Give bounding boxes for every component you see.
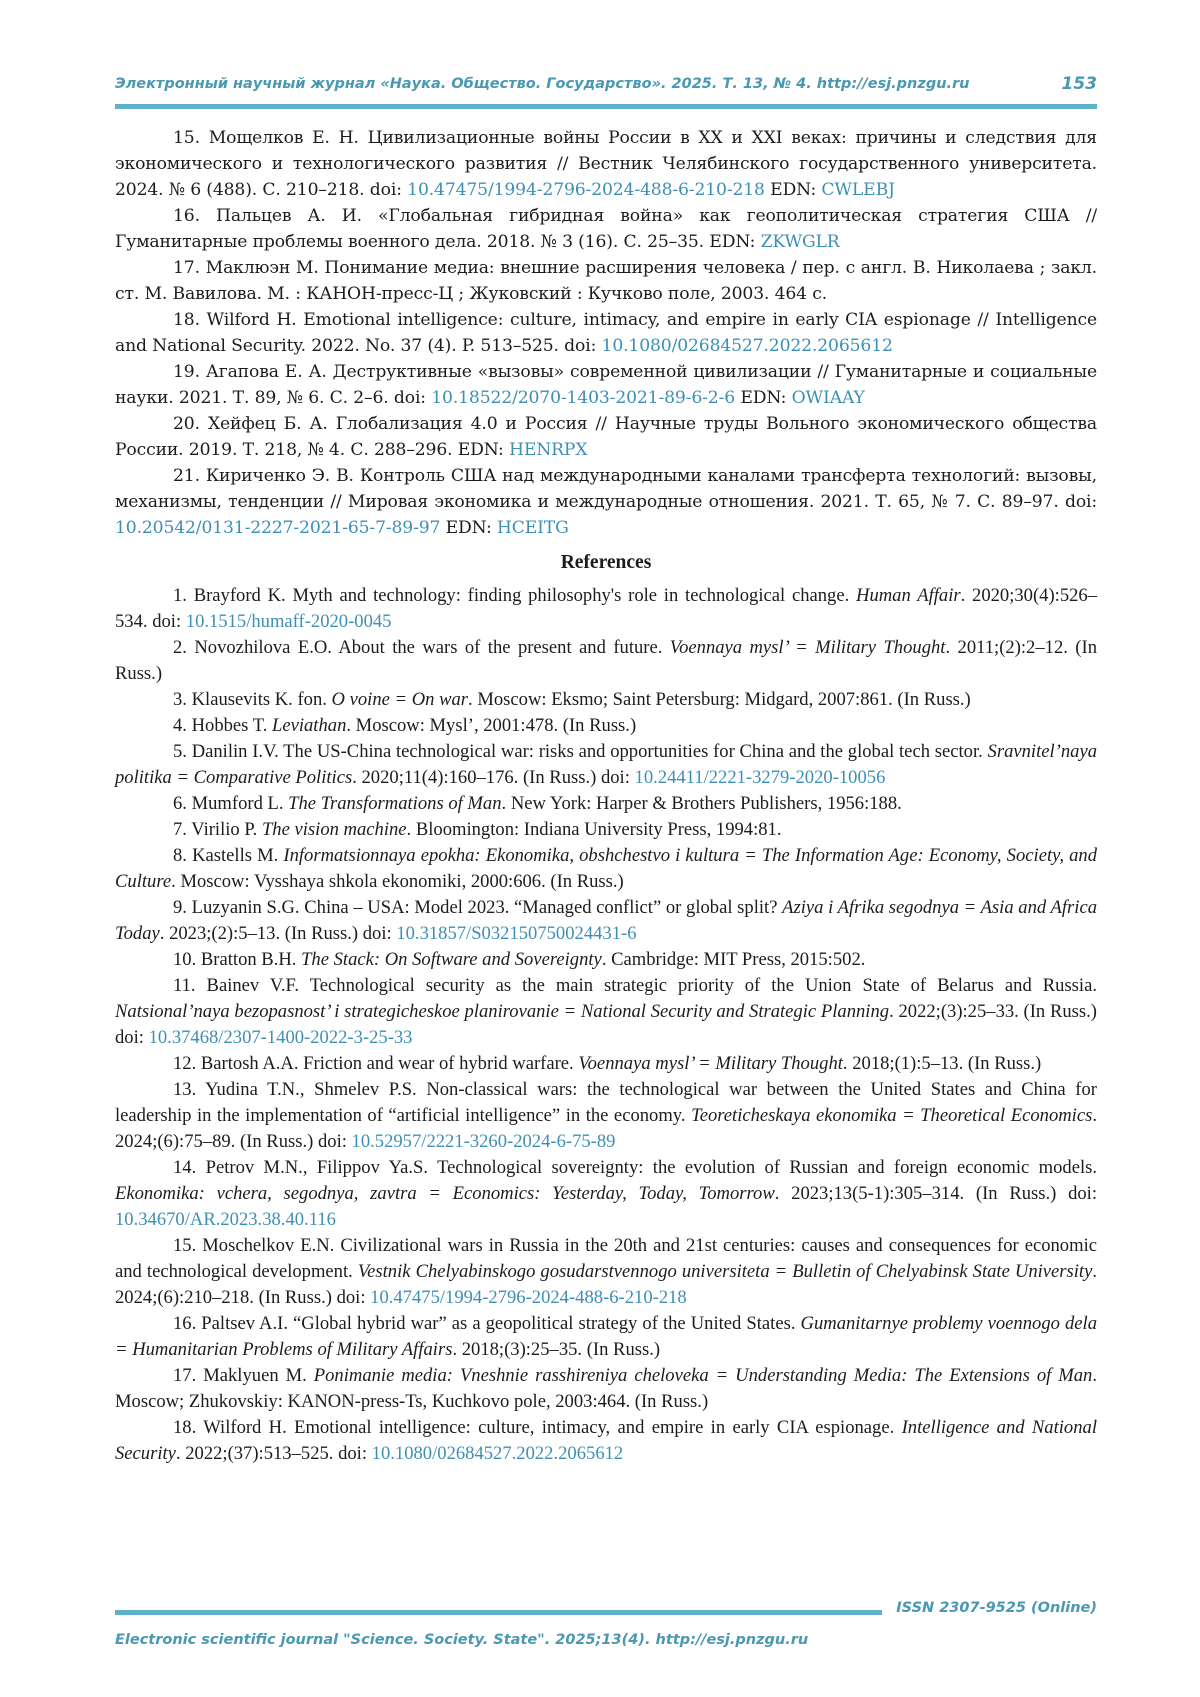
header-rule [115,104,1097,109]
edn-label: EDN: [735,388,792,408]
footer-journal-line: Electronic scientific journal "Science. Society. State". 2025;13(4). http://esj.pnzgu.ru [115,1632,809,1648]
source-title: Human Affair [856,585,961,606]
ru-reference-item [115,255,1097,307]
en-reference-item [115,973,1097,1051]
source-title: Sravnitel’naya politika = Comparative Politics [115,741,1097,788]
doi-link[interactable]: 10.47475/1994-2796-2024-488-6-210-218 [407,180,765,200]
edn-link[interactable]: CWLEBJ [821,180,895,200]
reference-text: 18. Wilford H. Emotional intelligence: culture, intimacy, and empire in early CIA espionage. [173,1417,902,1438]
reference-text: . Bloomington: Indiana University Press, 1994:81. [406,819,782,840]
reference-text: . 2020;30(4):526–534. doi: [115,585,1098,632]
en-reference-item [115,635,1097,687]
source-title: Natsional’naya bezopasnost’ i strategicheskoe planirovanie = National Security and Strategic Planning [115,1001,890,1022]
reference-text: . 2022;(37):513–525. doi: [175,1443,372,1464]
source-title: Aziya i Afrika segodnya = Asia and Africa Today [115,897,1097,944]
reference-text: 6. Mumford L. [173,793,289,814]
doi-link[interactable]: 10.31857/S032150750024431-6 [396,923,637,944]
edn-link[interactable]: OWIAAY [791,388,865,408]
en-reference-item [115,713,1097,739]
en-reference-item [115,1051,1097,1077]
reference-text: . Moscow: Mysl’, 2001:478. (In Russ.) [346,715,637,736]
reference-text: 5. Danilin I.V. The US-China technological war: risks and opportunities for China and the global tech sector. [173,741,988,762]
en-reference-item [115,895,1097,947]
reference-text: 19. Агапова Е. А. Деструктивные «вызовы» современной цивилизации // Гуманитарные и социальные науки. 2021. Т. 89, № 6. С. 2–6. doi: [115,362,1097,408]
source-title: Leviathan [272,715,347,736]
en-reference-item [115,1415,1097,1467]
reference-text: 7. Virilio P. [173,819,262,840]
ru-reference-item [115,307,1097,359]
reference-text: 9. Luzyanin S.G. China – USA: Model 2023. “Managed conflict” or global split? [173,897,783,918]
source-title: Voennaya mysl’ = Military Thought [578,1053,843,1074]
en-reference-item [115,817,1097,843]
reference-text: . 2024;(6):75–89. (In Russ.) doi: [115,1105,1097,1152]
reference-text: . 2020;11(4):160–176. (In Russ.) doi: [352,767,635,788]
source-title: Teoreticheskaya ekonomika = Theoretical Economics [691,1105,1093,1126]
en-reference-item [115,843,1097,895]
doi-link[interactable]: 10.52957/2221-3260-2024-6-75-89 [351,1131,616,1152]
edn-link[interactable]: ZKWGLR [760,232,840,252]
reference-text: 10. Bratton B.H. [173,949,302,970]
source-title: Intelligence and National Security [115,1417,1097,1464]
russian-reference-list [115,125,1097,541]
reference-text: . 2022;(3):25–33. (In Russ.) doi: [115,1001,1097,1048]
reference-text: 17. Маклюэн М. Понимание медиа: внешние расширения человека / пер. с англ. В. Николаева ; закл. ст. М. Вавилова. М. : КАНОН-пресс-Ц ; Жуковский : Кучково поле, 2003. 464 с. [115,258,1097,304]
en-reference-item [115,687,1097,713]
ru-reference-item [115,203,1097,255]
reference-text: 17. Maklyuen M. [173,1365,314,1386]
reference-text: 15. Мощелков Е. Н. Цивилизационные войны России в XX и XXI веках: причины и следствия для экономического и технологического развития // Вестник Челябинского государственного университета. 2024. № 6 (488). С. 210–218. doi: [115,128,1097,200]
reference-text: . New York: Harper & Brothers Publishers, 1956:188. [501,793,902,814]
reference-text: 16. Paltsev A.I. “Global hybrid war” as a geopolitical strategy of the United States. [173,1313,801,1334]
source-title: Vestnik Chelyabinskogo gosudarstvennogo universiteta = Bulletin of Chelyabinsk State University [357,1261,1093,1282]
english-reference-list [115,583,1097,1467]
en-reference-item [115,739,1097,791]
en-reference-item [115,1311,1097,1363]
reference-text: 16. Пальцев А. И. «Глобальная гибридная война» как геополитическая стратегия США // Гуманитарные проблемы военного дела. 2018. № 3 (16). С. 25–35. EDN: [115,206,1097,252]
doi-link[interactable]: 10.34670/AR.2023.38.40.116 [115,1209,336,1230]
source-title: Ekonomika: vchera, segodnya, zavtra = Economics: Yesterday, Today, Tomorrow [115,1183,775,1204]
reference-text: . 2023;13(5-1):305–314. (In Russ.) doi: [774,1183,1097,1204]
doi-link[interactable]: 10.18522/2070-1403-2021-89-6-2-6 [431,388,736,408]
en-reference-item [115,1155,1097,1233]
ru-reference-item [115,359,1097,411]
references-content [115,125,1097,1467]
ru-reference-item [115,463,1097,541]
reference-text: . Moscow: Vysshaya shkola ekonomiki, 2000:606. (In Russ.) [171,871,624,892]
reference-text: . 2024;(6):210–218. (In Russ.) doi: [115,1261,1098,1308]
reference-text: . 2023;(2):5–13. (In Russ.) doi: [159,923,397,944]
en-reference-item [115,1077,1097,1155]
source-title: Gumanitarnye problemy voennogo dela = Humanitarian Problems of Military Affairs [115,1313,1097,1360]
doi-link[interactable]: 10.37468/2307-1400-2022-3-25-33 [148,1027,413,1048]
edn-label: EDN: [440,518,497,538]
en-reference-item [115,1233,1097,1311]
en-reference-item [115,947,1097,973]
doi-link[interactable]: 10.1080/02684527.2022.2065612 [371,1443,624,1464]
source-title: Voennaya mysl’ = Military Thought [669,637,946,658]
reference-text: 3. Klausevits K. fon. [173,689,332,710]
reference-text: 8. Kastells M. [173,845,284,866]
source-title: The vision machine [261,819,407,840]
edn-link[interactable]: HENRPX [509,440,588,460]
reference-text: 2. Novozhilova E.O. About the wars of the present and future. [173,637,670,658]
reference-text: 18. Wilford H. Emotional intelligence: culture, intimacy, and empire in early CIA espionage // Intelligence and National Security. 2022. No. 37 (4). P. 513–525. doi: [115,310,1097,356]
doi-link[interactable]: 10.1080/02684527.2022.2065612 [601,336,893,356]
reference-text: 14. Petrov M.N., Filippov Ya.S. Technological sovereignty: the evolution of Russian and foreign economic models. [173,1157,1097,1178]
header-journal-line: Электронный научный журнал «Наука. Общество. Государство». 2025. Т. 13, № 4. http://esj.pnzgu.ru [115,76,970,92]
reference-text: . Cambridge: MIT Press, 2015:502. [601,949,866,970]
reference-text: 15. Moschelkov E.N. Civilizational wars in Russia in the 20th and 21st centuries: causes and consequences for economic and technological development. [115,1235,1097,1282]
ru-reference-item [115,411,1097,463]
references-heading: References [560,552,652,573]
page-number: 153 [1061,74,1097,94]
footer-rule [115,1610,882,1615]
ru-reference-item [115,125,1097,203]
en-reference-item [115,1363,1097,1415]
edn-link[interactable]: HCEITG [496,518,569,538]
edn-label: EDN: [764,180,822,200]
doi-link[interactable]: 10.24411/2221-3279-2020-10056 [634,767,886,788]
doi-link[interactable]: 10.20542/0131-2227-2021-65-7-89-97 [115,518,441,538]
reference-text: 4. Hobbes T. [173,715,272,736]
reference-text: 11. Bainev V.F. Technological security as the main strategic priority of the Union State of Belarus and Russia. [173,975,1097,996]
source-title: The Stack: On Software and Sovereignty [301,949,602,970]
reference-text: . 2011;(2):2–12. (In Russ.) [115,637,1097,684]
source-title: Informatsionnaya epokha: Ekonomika, obshchestvo i kultura = The Information Age: Economy, Society, and Culture [115,845,1097,892]
doi-link[interactable]: 10.47475/1994-2796-2024-488-6-210-218 [370,1287,687,1308]
en-reference-item [115,583,1097,635]
source-title: O voine = On war [331,689,469,710]
source-title: The Transformations of Man [288,793,502,814]
reference-text: . 2018;(3):25–35. (In Russ.) [452,1339,661,1360]
reference-text: . Moscow; Zhukovskiy: KANON-press-Ts, Kuchkovo pole, 2003:464. (In Russ.) [115,1365,1098,1412]
reference-text: . 2018;(1):5–13. (In Russ.) [842,1053,1042,1074]
reference-text: 12. Bartosh A.A. Friction and wear of hybrid warfare. [173,1053,579,1074]
reference-text: . Moscow: Eksmo; Saint Petersburg: Midgard, 2007:861. (In Russ.) [468,689,971,710]
issn-label: ISSN 2307-9525 (Online) [896,1600,1097,1616]
source-title: Ponimanie media: Vneshnie rasshireniya cheloveka = Understanding Media: The Extensions of Man [313,1365,1093,1386]
reference-text: 20. Хейфец Б. А. Глобализация 4.0 и Россия // Научные труды Вольного экономического общества России. 2019. Т. 218, № 4. С. 288–296. EDN: [115,414,1097,460]
doi-link[interactable]: 10.1515/humaff-2020-0045 [185,611,392,632]
reference-text: 1. Brayford K. Myth and technology: finding philosophy's role in technological change. [173,585,857,606]
en-reference-item [115,791,1097,817]
running-header [115,74,1097,96]
reference-text: 21. Кириченко Э. В. Контроль США над международными каналами трансферта технологий: вызовы, механизмы, тенденции // Мировая экономика и международные отношения. 2021. Т. 65, № 7. С. 89–97. doi: [115,466,1097,512]
reference-text: 13. Yudina T.N., Shmelev P.S. Non-classical wars: the technological war between the United States and China for leadership in the implementation of “artificial intelligence” in the economy. [115,1079,1097,1126]
